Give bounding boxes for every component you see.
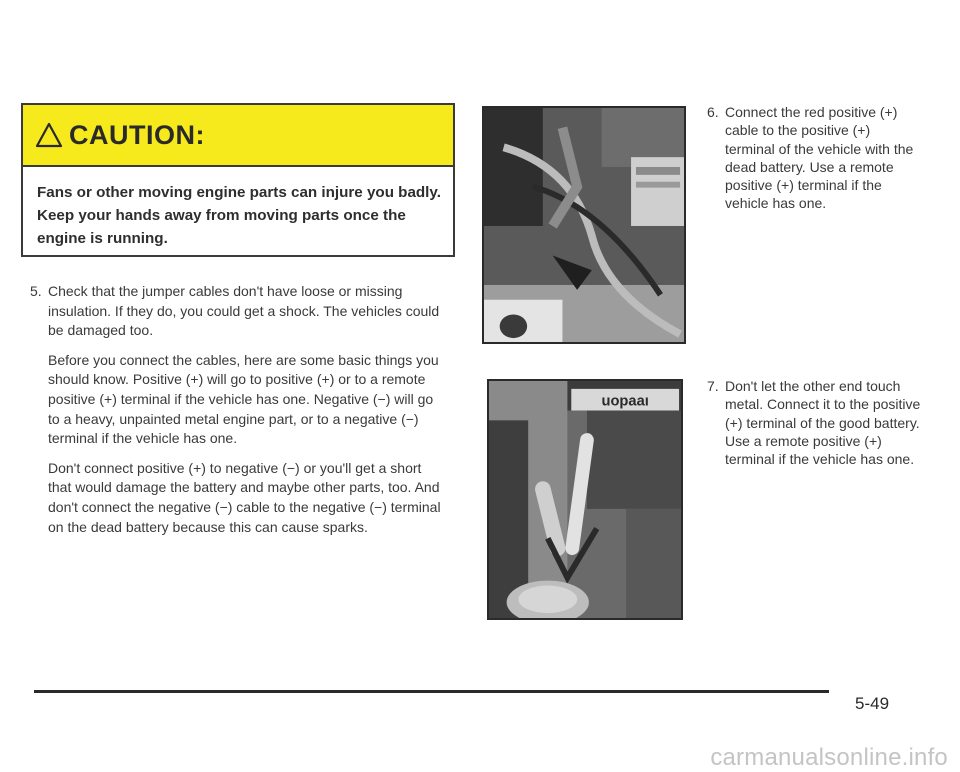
engine-photo-good-battery xyxy=(487,379,683,620)
battery-label-text: uopaaı xyxy=(601,393,649,410)
step-7 xyxy=(707,377,922,468)
paragraph-polarity: Before you connect the cables, here are some basic things you should know. Positive (+) will go to positive (+) or to a remote positive (+) terminal if the vehicle has one. Negative (−) will go to a heavy, unpainted metal engine part, or to a negative (−) terminal if the vehicle has one. xyxy=(48,351,439,447)
step-5 xyxy=(30,282,445,341)
step-number: 5. xyxy=(30,283,42,299)
step-text: Check that the jumper cables don't have loose or missing insulation. If they do, you could get a shock. The vehicles could be damaged too. xyxy=(48,283,440,339)
caution-title: CAUTION: xyxy=(69,119,205,150)
page-number: 5-49 xyxy=(855,694,890,713)
step-text: Don't let the other end touch metal. Connect it to the positive (+) terminal of the good battery. Use a remote positive (+) terminal if the vehicle has one. xyxy=(725,378,921,468)
paragraph-warning: Don't connect positive (+) to negative (−) or you'll get a short that would damage the battery and maybe other parts, too. And don't connect the negative (−) cable to the negative (−) terminal on the dead battery because this can cause sparks. xyxy=(48,459,441,535)
warning-triangle-icon xyxy=(35,122,63,148)
steps-left-column xyxy=(30,282,445,537)
step-number: 7. xyxy=(707,378,719,394)
step-6 xyxy=(707,103,922,213)
step-text: Connect the red positive (+) cable to the positive (+) terminal of the vehicle with the dead battery. Use a remote positive (+) terminal if the vehicle has one. xyxy=(725,104,914,212)
caution-text: Fans or other moving engine parts can injure you badly. Keep your hands away from moving parts once the engine is running. xyxy=(37,184,441,247)
caution-box xyxy=(21,103,455,257)
footer-watermark: carmanualsonline.info xyxy=(710,744,948,771)
caution-header xyxy=(23,105,453,167)
step-number: 6. xyxy=(707,104,719,120)
footer-divider xyxy=(34,690,829,693)
engine-photo-positive-terminal xyxy=(482,106,686,344)
